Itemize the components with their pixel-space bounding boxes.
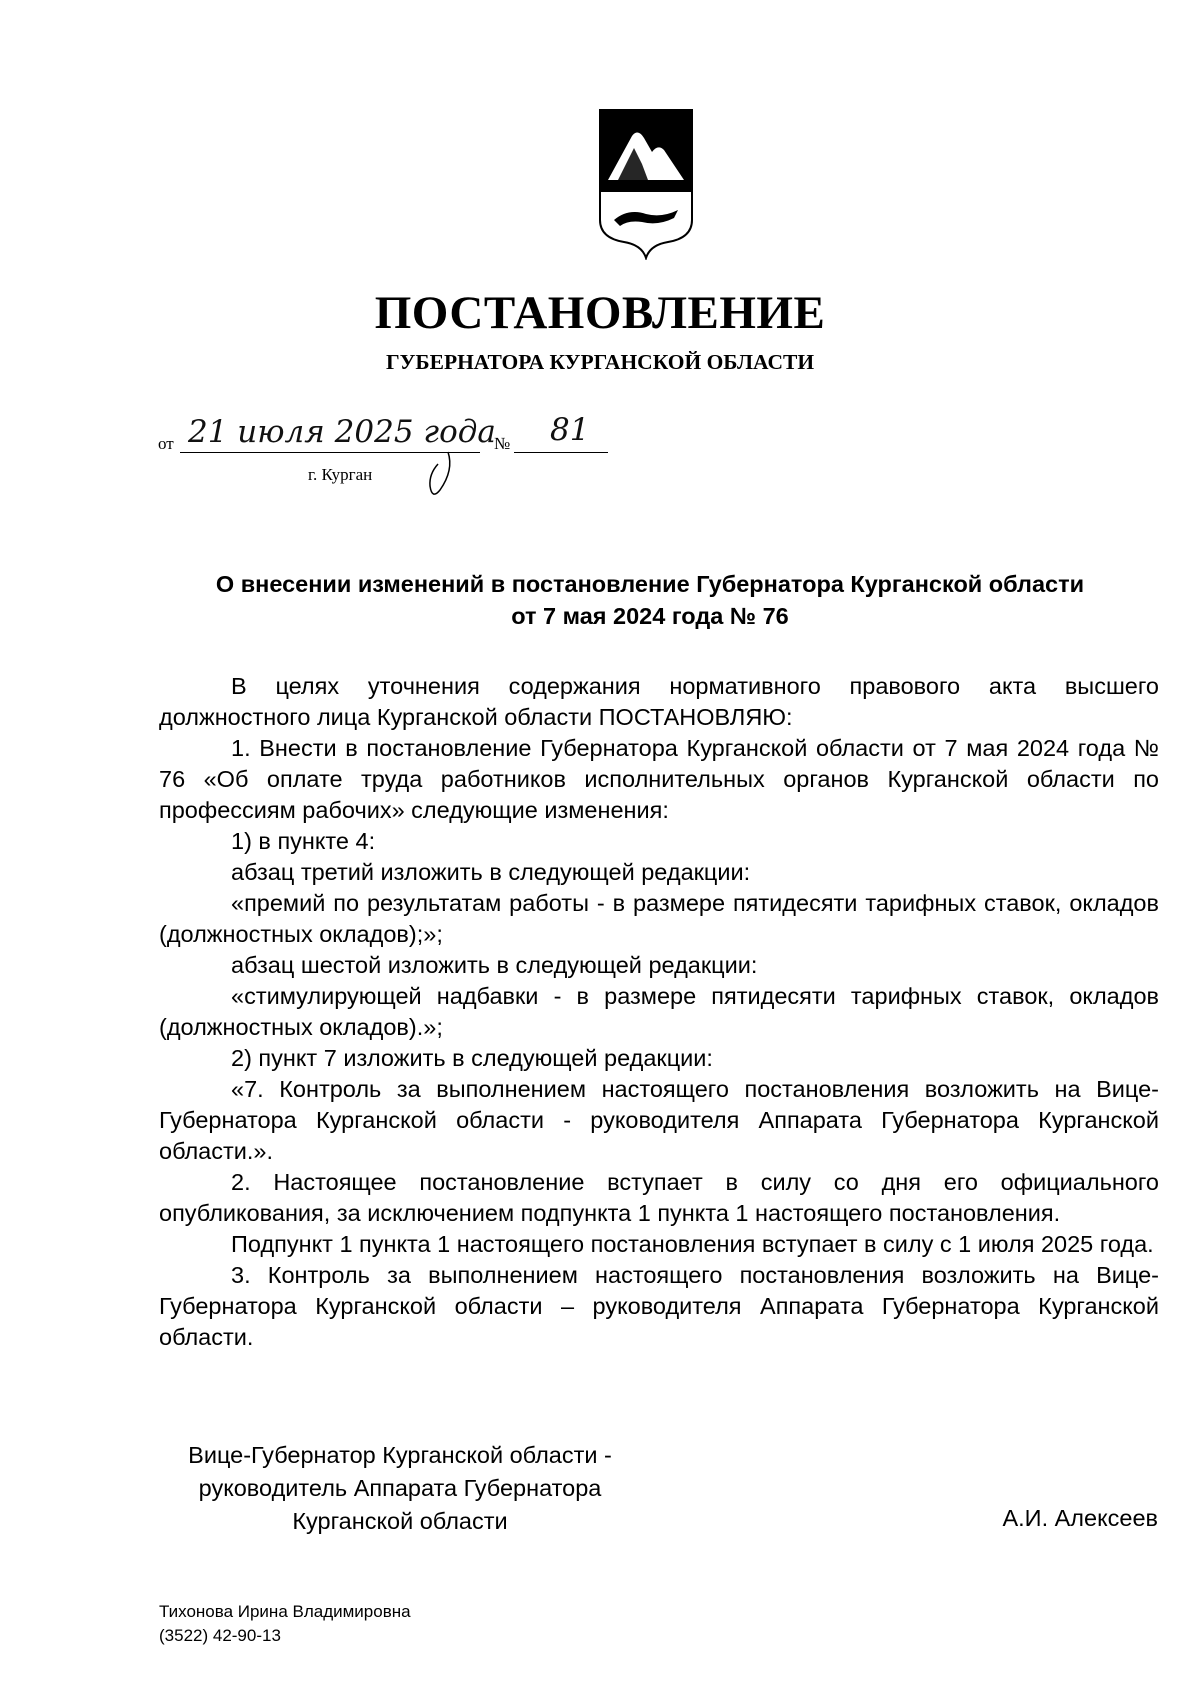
paragraph-item-1: 1. Внести в постановление Губернатора Курганской области от 7 мая 2024 года № 76 «Об оплате труда работников исполнительных органов Курганской области по профессиям рабочих» следующие изменения: [159, 735, 1159, 823]
document-subtitle: ГУБЕРНАТОРА КУРГАНСКОЙ ОБЛАСТИ [385, 350, 815, 374]
date-number-line [158, 412, 678, 510]
paragraph-quote-bonus: «стимулирующей надбавки - в размере пятидесяти тарифных ставок, окладов (должностных окладов).»; [159, 983, 1159, 1040]
handwritten-date: 21 июля 2025 года [188, 414, 496, 450]
from-label: от [158, 434, 174, 453]
paragraph-abzac-3: абзац третий изложить в следующей редакции: [231, 859, 751, 885]
document-heading [150, 568, 1150, 632]
paragraph-effective-date: Подпункт 1 пункта 1 настоящего постановления вступает в силу с 1 июля 2025 года. [231, 1231, 1154, 1257]
executor-phone: (3522) 42-90-13 [159, 1626, 281, 1645]
document-body [159, 671, 1159, 1353]
number-underline [514, 452, 608, 453]
coat-of-arms-emblem [598, 108, 694, 260]
number-label: № [494, 434, 511, 453]
handwritten-number: 81 [550, 412, 590, 448]
signer-line-2: руководитель Аппарата Губернатора [198, 1475, 602, 1501]
heading-line-1: О внесении изменений в постановление Губернатора Курганской области [215, 571, 1085, 597]
city-label: г. Курган [308, 465, 373, 484]
executor-name: Тихонова Ирина Владимировна [159, 1602, 411, 1621]
paragraph-preamble: В целях уточнения содержания нормативного правового акта высшего должностного лица Курганской области ПОСТАНОВЛЯЮ: [159, 673, 1159, 730]
executor-info [159, 1600, 411, 1648]
paragraph-item-2: 2. Настоящее постановление вступает в силу со дня его официального опубликования, за исключением подпункта 1 пункта 1 настоящего постановления. [159, 1169, 1159, 1226]
signer-line-3: Курганской области [292, 1508, 508, 1534]
signature-flourish [420, 450, 460, 500]
signer-line-1: Вице-Губернатор Курганской области - [188, 1442, 612, 1468]
paragraph-item-3: 3. Контроль за выполнением настоящего постановления возложить на Вице-Губернатора Курганской области – руководителя Аппарата Губернатора Курганской области. [159, 1262, 1159, 1350]
paragraph-quote-control: «7. Контроль за выполнением настоящего постановления возложить на Вице-Губернатора Курганской области - руководителя Аппарата Губернатора Курганской области.». [159, 1076, 1159, 1164]
paragraph-subitem-1: 1) в пункте 4: [231, 828, 376, 854]
heading-line-2: от 7 мая 2024 года № 76 [511, 603, 789, 629]
paragraph-abzac-6: абзац шестой изложить в следующей редакции: [231, 952, 758, 978]
paragraph-quote-premium: «премий по результатам работы - в размере пятидесяти тарифных ставок, окладов (должностных окладов);»; [159, 890, 1159, 947]
paragraph-subitem-2: 2) пункт 7 изложить в следующей редакции: [231, 1045, 713, 1071]
signer-position [150, 1439, 650, 1538]
document-title: ПОСТАНОВЛЕНИЕ [374, 287, 826, 339]
signer-name: А.И. Алексеев [1002, 1505, 1158, 1531]
